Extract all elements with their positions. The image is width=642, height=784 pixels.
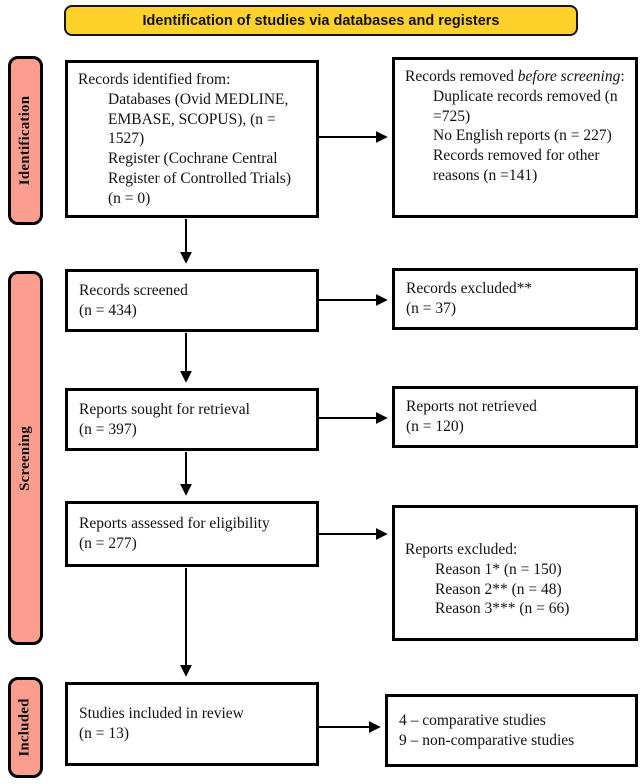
stage-screening-label: Screening: [17, 425, 34, 491]
reports-excluded-reason1: Reason 1* (n = 150): [435, 560, 562, 578]
records-screened-label: Records screened: [79, 281, 188, 299]
records-identified-databases: Databases (Ovid MEDLINE, EMBASE, SCOPUS), (n = 1527): [108, 90, 289, 148]
box-reports-sought: [65, 388, 319, 451]
records-removed-no-english: No English reports (n = 227): [433, 127, 612, 145]
box-studies-included: [65, 682, 319, 766]
records-identified-register: Register (Cochrane Central Register of Controlled Trials) (n = 0): [108, 150, 291, 207]
box-reports-excluded: [392, 505, 638, 641]
records-removed-title-prefix: Records removed: [405, 68, 518, 85]
records-removed-title-italic: before screening: [517, 68, 621, 85]
records-removed-title-suffix: :: [620, 68, 625, 85]
records-screened-count: (n = 434): [79, 301, 137, 319]
reports-sought-count: (n = 397): [79, 420, 137, 438]
reports-assessed-label: Reports assessed for eligibility: [79, 515, 270, 533]
box-reports-assessed: [65, 501, 319, 567]
included-non-comparative: 9 – non-comparative studies: [399, 731, 575, 749]
box-included-breakdown: [385, 694, 638, 767]
studies-included-count: (n = 13): [79, 725, 130, 742]
diagram-title: Identification of studies via databases and registers: [142, 12, 500, 29]
records-identified-title: Records identified from:: [78, 71, 231, 88]
studies-included-label: Studies included in review: [79, 705, 244, 723]
records-excluded-count: (n = 37): [406, 300, 457, 317]
box-records-identified: [65, 60, 319, 218]
reports-excluded-reason3: Reason 3*** (n = 66): [435, 600, 570, 618]
records-removed-duplicates: Duplicate records removed (n =725): [433, 87, 618, 125]
records-removed-title: [405, 67, 626, 87]
records-removed-other: Records removed for other reasons (n =141): [433, 147, 600, 185]
reports-excluded-title: Reports excluded:: [405, 541, 518, 558]
stage-identification-label: Identification: [17, 95, 33, 186]
reports-not-retrieved-count: (n = 120): [406, 418, 464, 435]
stage-included-label: Included: [17, 698, 34, 757]
box-records-excluded: [392, 268, 638, 330]
reports-excluded-reason2: Reason 2** (n = 48): [435, 580, 562, 598]
box-records-removed: [392, 57, 638, 218]
reports-sought-label: Reports sought for retrieval: [79, 400, 250, 418]
records-excluded-label: Records excluded**: [406, 280, 533, 298]
reports-not-retrieved-label: Reports not retrieved: [406, 398, 537, 416]
reports-assessed-count: (n = 277): [79, 535, 137, 552]
box-reports-not-retrieved: [392, 386, 638, 448]
box-records-screened: [65, 269, 319, 332]
included-comparative: 4 – comparative studies: [399, 711, 546, 729]
